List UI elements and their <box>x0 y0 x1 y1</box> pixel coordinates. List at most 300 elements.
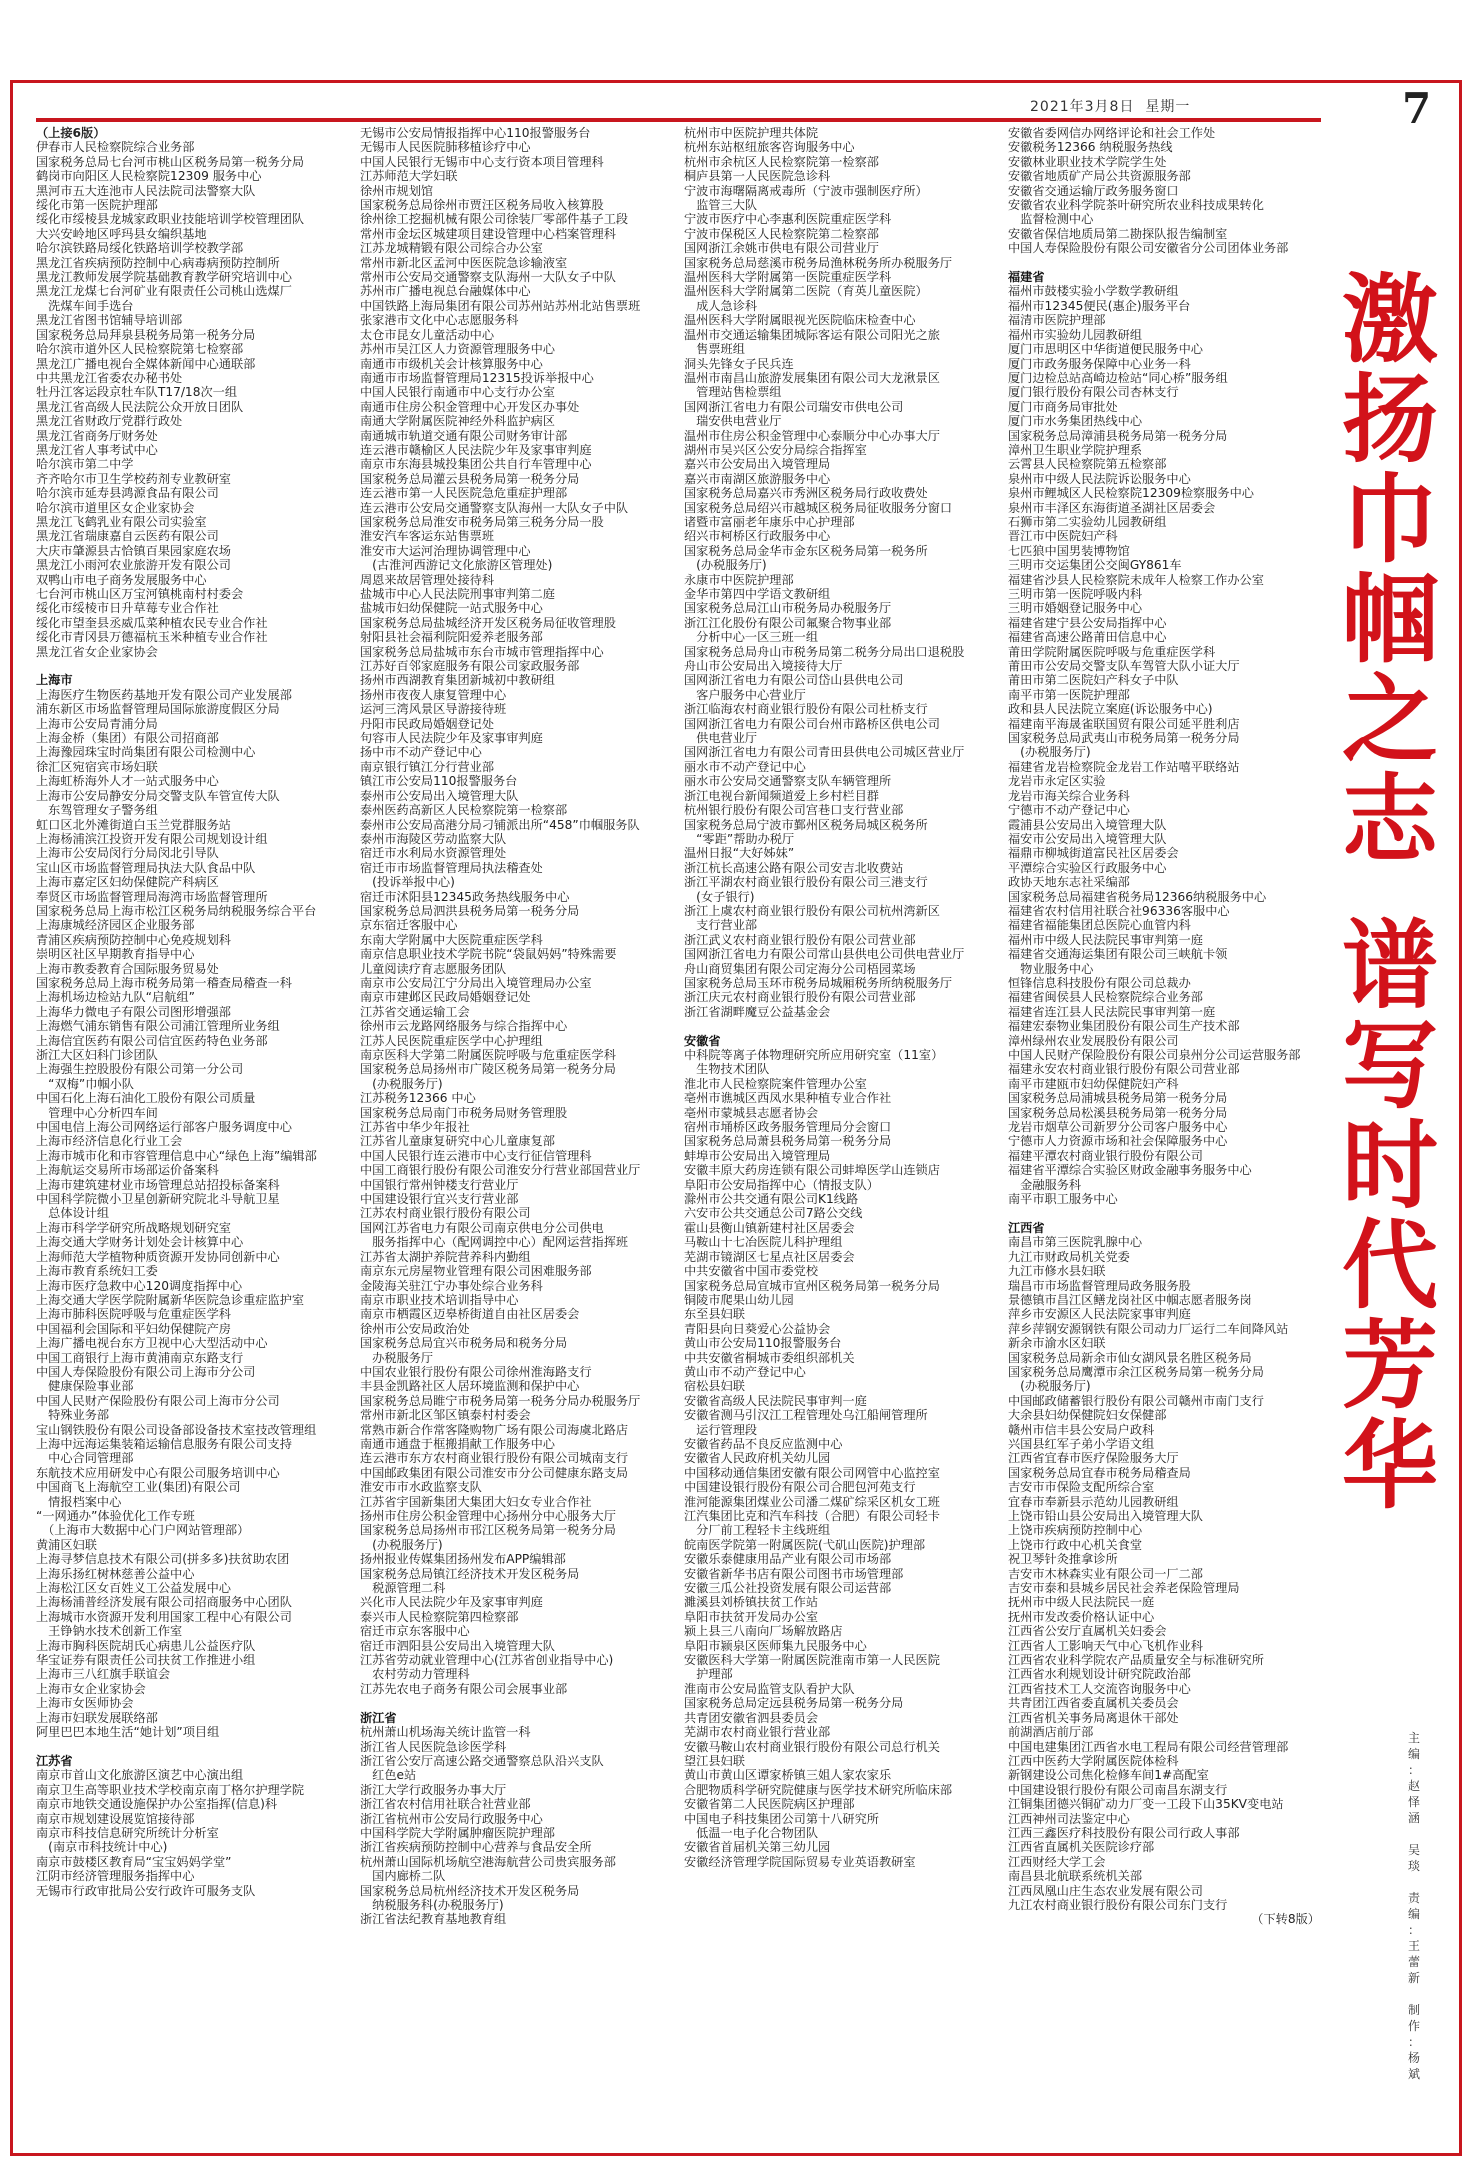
list-item: 共青团安徽省泗县委员会 <box>684 1710 819 1725</box>
headline-char: 志 <box>1342 763 1438 876</box>
list-item: 国家税务总局扬州市广陵区税务局第一税务分局 <box>360 1062 616 1077</box>
list-item: 中共安徽省桐城市委组织部机关 <box>684 1350 855 1365</box>
list-item: 阿里巴巴本地生活“她计划”项目组 <box>36 1725 220 1740</box>
list-item: 南通大学附属医院神经外科监护病区 <box>360 414 555 429</box>
list-item: 滁州市公共交通有限公司K1线路 <box>684 1192 859 1207</box>
list-item: 江西省水利规划设计研究院政治部 <box>1008 1667 1191 1682</box>
list-item: 淮安汽车客运东站售票班 <box>360 529 495 544</box>
list-item: 伊春市人民检察院综合业务部 <box>36 140 195 155</box>
list-item: 南通城市轨道交通有限公司财务审计部 <box>360 428 568 443</box>
list-item: 皖南医学院第一附属医院(弋矶山医院)护理部 <box>684 1537 926 1552</box>
list-item: 宁德市不动产登记中心 <box>1008 803 1130 818</box>
list-item: 京东宿迁客服中心 <box>360 918 458 933</box>
list-item: 国家税务总局萧县税务局第一税务分局 <box>684 1134 892 1149</box>
list-item: 句容市人民法院少年及家事审判庭 <box>360 731 543 746</box>
list-item: 上饶市铅山县公安局出入境管理大队 <box>1008 1509 1203 1523</box>
list-item: 农村劳动力管理科 <box>360 1667 470 1682</box>
list-item: 中国商飞上海航空工业(集团)有限公司 <box>36 1480 241 1495</box>
list-item: 上海市女医师协会 <box>36 1696 134 1711</box>
list-item: 江西三鑫医疗科技股份有限公司行政人事部 <box>1008 1825 1240 1840</box>
list-item: 南通市住房公积金管理中心开发区办事处 <box>360 399 580 414</box>
list-item: 连云港市第一人民医院急危重症护理部 <box>360 486 568 501</box>
credit-char: 王 <box>1407 1939 1420 1953</box>
list-item: 厦门银行股份有限公司杏林支行 <box>1008 385 1179 400</box>
list-item: 上海杨浦滨江投资开发有限公司规划设计组 <box>36 831 268 846</box>
list-item: 中国人民银行连云港市中心支行征信管理科 <box>360 1148 592 1163</box>
list-item: 江阴市经济管理服务指挥中心 <box>36 1869 195 1884</box>
list-item: 浙江省法纪教育基地教育组 <box>360 1912 507 1927</box>
list-item: （上海市大数据中心门户网站管理部） <box>36 1523 250 1538</box>
list-item: 上海市教育系统妇工委 <box>36 1264 158 1279</box>
list-item: 江苏省太湖护养院营养科内勤组 <box>360 1249 531 1264</box>
list-item: 安徽医科大学第一附属医院淮南市第一人民医院 <box>684 1653 940 1668</box>
credit-char: 编 <box>1407 1747 1420 1761</box>
list-item: 莆田市第二医院妇产科女子中队 <box>1008 673 1179 688</box>
list-item: 徐州徐工挖掘机械有限公司徐装厂零部件基子工段 <box>360 212 629 227</box>
list-item: 福鼎市柳城街道富民社区居委会 <box>1008 846 1179 861</box>
credit-char <box>1390 1826 1438 1842</box>
list-item: 宁波市海曙隔离戒毒所（宁波市强制医疗所） <box>684 183 928 198</box>
list-item: 宝山区市场监督管理局执法大队食品中队 <box>36 860 256 875</box>
list-item: 镇江市公安局110报警服务台 <box>360 774 518 789</box>
list-item: 九江农村商业银行股份有限公司东门支行 <box>1008 1897 1228 1912</box>
list-item: 国网浙江省电力有限公司岱山县供电公司 <box>684 673 904 688</box>
page-number: 7 <box>1402 84 1432 133</box>
list-item: 南通市市场监督管理局12315投诉举报中心 <box>360 370 594 385</box>
list-item: 连云港市公安局交通警察支队海州一大队女子中队 <box>360 500 629 515</box>
list-item: 温州市南昌山旅游发展集团有限公司大龙湫景区 <box>684 370 940 385</box>
credit-char <box>1390 1874 1438 1890</box>
list-item: 宿迁市市场监督管理局执法稽查处 <box>360 860 543 875</box>
continued-from-note: （上接6版） <box>36 126 106 140</box>
list-item: 上海医疗生物医药基地开发有限公司产业发展部 <box>36 687 292 702</box>
list-item: 南京市首山文化旅游区演艺中心演出组 <box>36 1768 244 1783</box>
list-item: 上海师范大学植物种质资源开发协同创新中心 <box>36 1249 280 1264</box>
list-item: 福州市鼓楼实验小学数学教研组 <box>1008 284 1179 299</box>
list-item: 浙江省农村信用社联合社营业部 <box>360 1797 531 1812</box>
list-item: 南京市职业技术培训指导中心 <box>360 1292 519 1307</box>
list-item: 安徽三瓜公社投资发展有限公司运营部 <box>684 1581 892 1596</box>
list-item: 国家税务总局上海市税务局第一稽查局稽查一科 <box>36 975 292 990</box>
list-item: 合肥物质科学研究院健康与医学技术研究所临床部 <box>684 1782 953 1797</box>
list-item: 中国人民银行南通市中心支行办公室 <box>360 385 555 400</box>
list-item: 徐汇区宛宿宾市场妇联 <box>36 759 158 774</box>
list-item: 运行管理段 <box>684 1422 758 1437</box>
list-item: (女子银行) <box>684 889 755 904</box>
list-item: 阜阳市扶贫开发局办公室 <box>684 1609 819 1624</box>
credit-char: 蕾 <box>1407 1955 1420 1969</box>
list-item: 哈尔滨铁路局绥化铁路培训学校教学部 <box>36 241 244 256</box>
list-item: 国家税务总局武夷山市税务局第一税务分局 <box>1008 731 1240 746</box>
list-item: (办税服务厅) <box>1008 745 1091 760</box>
list-item: 护理部 <box>684 1667 733 1682</box>
list-item: 哈尔滨市第二中学 <box>36 457 134 472</box>
headline-char: 帼 <box>1342 563 1438 676</box>
list-item: 徐州市规划馆 <box>360 183 434 198</box>
list-item: 共青团江西省委直属机关委员会 <box>1008 1696 1179 1711</box>
header-rule <box>36 118 1321 122</box>
list-item: 石狮市第二实验幼儿园教研组 <box>1008 514 1167 529</box>
headline-char: 巾 <box>1342 463 1438 576</box>
list-item: 平潭综合实验区行政服务中心 <box>1008 860 1167 875</box>
list-item: 国家税务总局盐城经济开发区税务局征收管理股 <box>360 615 616 630</box>
list-item: “一网通办”体验优化工作专班 <box>36 1509 195 1523</box>
credit-char: 吴 <box>1407 1843 1420 1857</box>
list-item: 南平市建瓯市妇幼保健院妇产科 <box>1008 1076 1179 1091</box>
list-item: 南平市职工服务中心 <box>1008 1192 1118 1207</box>
list-item: 上海市公安局青浦分局 <box>36 716 158 731</box>
headline-char: 写 <box>1342 1009 1438 1122</box>
list-item: 淮安市市水政监察支队 <box>360 1480 482 1495</box>
list-item: 中国福利会国际和平妇幼保健院产房 <box>36 1321 231 1336</box>
list-item: 国网浙江余姚市供电有限公司营业厅 <box>684 241 879 256</box>
list-item: 国家税务总局徐州市贾汪区税务局收入核算股 <box>360 198 604 213</box>
list-item: 南京东元房屋物业管理有限公司困难服务部 <box>360 1264 592 1279</box>
list-item: 国网浙江省电力有限公司常山县供电公司供电营业厅 <box>684 947 965 962</box>
province-heading: 江西省 <box>1008 1220 1045 1235</box>
list-item: 福建省闽侯县人民检察院综合业务部 <box>1008 990 1203 1005</box>
list-item: “双梅”巾帼小队 <box>36 1076 134 1091</box>
list-item: 金华市第四中学语文教研组 <box>684 587 831 601</box>
list-item: 绥化市青冈县万德福杭玉米种植专业合作社 <box>36 630 268 645</box>
list-item: 江西省直属机关医院诊疗部 <box>1008 1840 1155 1855</box>
list-item: 牡丹江客运段京牡车队T17/18次一组 <box>36 385 238 400</box>
list-item: 售票班组 <box>684 342 745 357</box>
list-item: 虹口区北外滩街道白玉兰党群服务站 <box>36 817 231 832</box>
list-item: (南京市科技统计中心) <box>36 1840 168 1855</box>
list-item: 泰州医药高新区人民检察院第一检察部 <box>360 803 568 818</box>
list-item: 杭州东站枢纽旅客咨询服务中心 <box>684 140 855 155</box>
list-item: 黄浦区妇联 <box>36 1537 97 1552</box>
list-item: 永康市中医院护理部 <box>684 572 794 587</box>
list-item: 双鸭山市电子商务发展服务中心 <box>36 572 207 587</box>
list-item: 浙江大区妇科门诊团队 <box>36 1048 158 1062</box>
list-item: 绥化市望奎县丞威瓜菜种植农民专业合作社 <box>36 615 268 630</box>
list-item: 扬州报业传媒集团扬州发布APP编辑部 <box>360 1552 566 1567</box>
honor-list <box>36 126 1326 2136</box>
credit-char: 责 <box>1407 1891 1420 1905</box>
list-item: 中国移动通信集团安徽有限公司网管中心监控室 <box>684 1465 940 1480</box>
list-item: 大庆市肇源县古恰镇百果园家庭农场 <box>36 543 231 558</box>
list-item: 国家税务总局淮安市税务局第三税务分局一股 <box>360 514 604 529</box>
list-item: 黄山市黄山区谭家桥镇三姐人家农家乐 <box>684 1768 892 1783</box>
list-item: 东驾管理女子警务组 <box>36 803 158 818</box>
list-item: 东至县妇联 <box>684 1307 745 1322</box>
list-item: 丹阳市民政局婚姻登记处 <box>360 716 495 731</box>
list-item: 九江市修水县妇联 <box>1008 1264 1106 1279</box>
list-item: 萍乡萍钢安源钢铁有限公司动力厂运行二车间降风站 <box>1008 1321 1289 1336</box>
list-item: 霞浦县公安局出入境管理大队 <box>1008 817 1167 832</box>
list-item: 福建省连江县人民法院民事审判第一庭 <box>1008 1004 1216 1019</box>
vertical-headline <box>1330 263 1450 1522</box>
list-item: 国家税务总局扬州市邗江区税务局第一税务分局 <box>360 1523 616 1538</box>
list-item: 吉安市泰和县城乡居民社会养老保险管理局 <box>1008 1581 1240 1596</box>
credit-char: ： <box>1407 2035 1420 2049</box>
list-item: 哈尔滨市道外区人民检察院第七检察部 <box>36 342 244 357</box>
list-item: 濉溪县刘桥镇扶贫工作站 <box>684 1595 819 1610</box>
list-item: 江苏人民医院重症医学中心护理组 <box>360 1033 543 1048</box>
credit-char: 赵 <box>1407 1779 1420 1793</box>
list-item: 安徽省保信地质局第二勘探队报告编制室 <box>1008 226 1228 241</box>
list-item: 南京市东海县城投集团公共自行车管理中心 <box>360 457 592 472</box>
list-item: 客户服务中心营业厅 <box>684 687 806 702</box>
credit-char: ： <box>1407 1763 1420 1777</box>
credit-char: 杨 <box>1407 2051 1420 2065</box>
list-item: 中国人民财产保险股份有限公司泉州分公司运营服务部 <box>1008 1048 1301 1062</box>
list-item: 浙江省杭州市公安局行政服务中心 <box>360 1811 543 1826</box>
list-item: 南平市第一医院护理部 <box>1008 687 1130 702</box>
list-item: 芜湖市镜湖区七星点社区居委会 <box>684 1249 855 1264</box>
list-item: 铜陵市爬果山幼儿园 <box>684 1292 794 1307</box>
list-item: 泰兴市人民检察院第四检察部 <box>360 1609 519 1624</box>
list-item: 上海市女企业家协会 <box>36 1681 146 1696</box>
list-item: 浙江杭长高速公路有限公司安吉北收费站 <box>684 860 904 875</box>
province-heading: 福建省 <box>1008 270 1045 285</box>
list-item: 前湖酒店前厅部 <box>1008 1725 1094 1740</box>
list-item: 分厂前工程轻卡主线班组 <box>684 1523 831 1538</box>
list-item: 龙岩市永定区实验 <box>1008 774 1106 789</box>
list-item: 常州市金坛区城建项目建设管理中心档案管理科 <box>360 226 616 241</box>
list-item: 江苏省宇国新集团大集团大妇女专业合作社 <box>360 1494 592 1509</box>
list-item: 淮北市人民检察院案件管理办公室 <box>684 1076 867 1091</box>
dateline <box>1030 96 1190 116</box>
list-item: (办税服务厅) <box>360 1537 443 1552</box>
list-item: 国网江苏省电力有限公司南京供电分公司供电 <box>360 1220 604 1235</box>
list-item: 温州日报“大好姊妹” <box>684 846 795 861</box>
list-item: 黑龙江省疾病预防控制中心病毒病预防控制所 <box>36 255 280 270</box>
list-item: 中国电子科技集团公司第十八研究所 <box>684 1811 879 1826</box>
list-item: 霍山县衡山镇新建村社区居委会 <box>684 1220 855 1235</box>
list-item: 大余县妇幼保健院妇女保健部 <box>1008 1408 1167 1423</box>
list-item: 恒锋信息科技股份有限公司总裁办 <box>1008 975 1191 990</box>
list-item: 福清市医院护理部 <box>1008 313 1106 328</box>
list-item: 支行营业部 <box>684 918 758 933</box>
list-item: 亳州市谯城区西凤水果种植专业合作社 <box>684 1091 892 1106</box>
list-item: 东南大学附属中大医院重症医学科 <box>360 932 543 947</box>
list-item: 南通市市级机关会计核算服务中心 <box>360 356 543 371</box>
list-item: 芜湖市农村商业银行营业部 <box>684 1725 831 1740</box>
list-item: 国家税务总局七台河市桃山区税务局第一税务分局 <box>36 154 305 169</box>
list-item: 江苏省劳动就业管理中心(江苏省创业指导中心) <box>360 1653 614 1668</box>
list-item: 齐齐哈尔市卫生学校药剂专业教研室 <box>36 471 231 486</box>
list-item: 管理站售检票组 <box>684 385 782 400</box>
list-item: 中科院等离子体物理研究所应用研究室（11室） <box>684 1048 944 1062</box>
list-item: 上海市公安局闵行分局闵北引导队 <box>36 846 219 861</box>
list-item: 南京信息职业技术学院书院“袋鼠妈妈”特殊需要 <box>360 947 617 962</box>
list-item: 宿松县妇联 <box>684 1379 745 1394</box>
list-item: 兴化市人民法院少年及家事审判庭 <box>360 1595 543 1610</box>
list-item: 浦东新区市场监督管理局国际旅游度假区分局 <box>36 702 280 717</box>
list-item: 红色e站 <box>360 1768 417 1783</box>
list-item: 江铜集团德兴铜矿动力厂变一工段下山35KV变电站 <box>1008 1797 1284 1812</box>
province-heading: 上海市 <box>36 673 73 688</box>
credit-char: 涵 <box>1407 1811 1420 1825</box>
list-item: 国家税务总局宜兴市税务局和税务分局 <box>360 1336 568 1351</box>
list-item: 福建省龙岩检察院金龙岩工作站嘻平联络站 <box>1008 759 1240 774</box>
list-item: 厦门边检总站高崎边检站“同心桥”服务组 <box>1008 370 1228 385</box>
list-item: (办税服务厅) <box>360 1076 443 1091</box>
list-item: 泉州市中级人民法院诉讼服务中心 <box>1008 471 1191 486</box>
list-item: 中国电建集团江西省水电工程局有限公司经营管理部 <box>1008 1739 1289 1754</box>
list-item: 上海市科学学研究所战略规划研究室 <box>36 1220 231 1235</box>
list-item: 哈尔滨市道里区女企业家协会 <box>36 500 195 515</box>
list-item: 服务指挥中心（配网调控中心）配网运营指挥班 <box>360 1235 629 1250</box>
list-item: 江西省宜春市医疗保险服务大厅 <box>1008 1451 1179 1466</box>
list-column-4 <box>1008 126 1330 1927</box>
province-heading: 安徽省 <box>684 1033 721 1048</box>
list-item: 莆田学院附属医院呼吸与危重症医学科 <box>1008 644 1216 659</box>
list-item: 办税服务厅 <box>360 1350 434 1365</box>
list-item: 供电营业厅 <box>684 731 758 746</box>
list-item: 温州市交通运输集团城际客运有限公司阳光之旅 <box>684 327 940 342</box>
list-item: 浙江江化股份有限公司氟聚合物事业部 <box>684 615 892 630</box>
list-item: 上海市胸科医院胡氏心病患儿公益医疗队 <box>36 1638 256 1653</box>
list-item: 崇明区社区早期教育指导中心 <box>36 947 195 962</box>
list-item: 三明市第一医院呼吸内科 <box>1008 587 1143 601</box>
list-item: 洞头先锋女子民兵连 <box>684 356 794 371</box>
list-item: 青阳县向日葵爱心公益协会 <box>684 1321 831 1336</box>
list-item: 国家税务总局江山市税务局办税服务厅 <box>684 601 892 616</box>
list-item: 上海市肺科医院呼吸与危重症医学科 <box>36 1307 231 1322</box>
list-item: 淮南市公安局监管支队看护大队 <box>684 1681 855 1696</box>
list-item: 上海市公安局静安分局交警支队车管宣传大队 <box>36 788 280 803</box>
list-item: 特殊业务部 <box>36 1408 110 1423</box>
list-item: 南通市通盘于框搬捐献工作服务中心 <box>360 1436 555 1451</box>
list-item: 杭州市余杭区人民检察院第一检察部 <box>684 154 879 169</box>
list-item: 杭州银行股份有限公司宫巷口支行营业部 <box>684 803 904 818</box>
list-item: 上海市城市化和市容管理信息中心“绿色上海”编辑部 <box>36 1148 317 1163</box>
list-item: 浙江平湖农村商业银行股份有限公司三港支行 <box>684 875 928 890</box>
list-item: 王铮钠水技术创新工作室 <box>36 1624 183 1639</box>
list-item: 国家税务总局松溪县税务局第一税务分局 <box>1008 1105 1228 1120</box>
list-item: 宁波市保税区人民检察院第二检察部 <box>684 226 879 241</box>
list-item: 江苏先农电子商务有限公司会展事业部 <box>360 1681 568 1696</box>
list-item: 泰州市公安局出入境管理大队 <box>360 788 519 803</box>
list-item: 政协天地东志社采编部 <box>1008 875 1130 890</box>
list-item: 龙岩市烟草公司新罗分公司客户服务中心 <box>1008 1120 1228 1135</box>
credit-char <box>1390 1986 1438 2002</box>
list-item: 国网浙江省电力有限公司台州市路桥区供电公司 <box>684 716 940 731</box>
list-spacer <box>1008 256 1330 270</box>
list-item: 湖州市吴兴区公安分局综合指挥室 <box>684 442 867 457</box>
list-item: 国内廊桥二队 <box>360 1869 446 1884</box>
list-item: 江西神州司法鉴定中心 <box>1008 1811 1130 1826</box>
list-item: 宁波市医疗中心李惠利医院重症医学科 <box>684 212 892 227</box>
list-item: 国家税务总局睢宁市税务局第一税务分局办税服务厅 <box>360 1393 641 1408</box>
list-item: 黑龙江教师发展学院基础教育教学研究培训中心 <box>36 270 292 285</box>
list-item: (办税服务厅) <box>684 558 767 573</box>
list-item: 云霄县人民检察院第五检察部 <box>1008 457 1167 472</box>
date-text: 2021年3月8日 <box>1030 99 1135 115</box>
list-item: 上海信宜医药有限公司信宜医药特色业务部 <box>36 1033 268 1048</box>
list-item: 宜春市奉新县示范幼儿园教研组 <box>1008 1494 1179 1509</box>
list-item: 嘉兴市南湖区旅游服务中心 <box>684 471 831 486</box>
list-item: (办税服务厅) <box>1008 1379 1091 1394</box>
list-spacer <box>684 1019 1006 1033</box>
list-item: 舟山商贸集团有限公司定海分公司梧园菜场 <box>684 961 916 976</box>
list-item: 上海市嘉定区妇幼保健院产科病区 <box>36 875 219 890</box>
list-item: 上海松江区女百姓义工公益发展中心 <box>36 1581 231 1596</box>
list-item: 江汽集团比克和汽车科技（合肥）有限公司轻卡 <box>684 1509 940 1523</box>
list-item: 南京市科技信息研究所统计分析室 <box>36 1825 219 1840</box>
list-item: 中国建设银行股份有限公司合肥包河苑支行 <box>684 1480 916 1495</box>
list-item: 绍兴市柯桥区行政服务中心 <box>684 529 831 544</box>
list-item: 上海寻梦信息技术有限公司(拼多多)扶贫助农团 <box>36 1552 290 1567</box>
list-item: 马鞍山十七冶医院儿科护理组 <box>684 1235 843 1250</box>
list-item: 浙江大学行政服务办事大厅 <box>360 1782 507 1797</box>
list-item: 青浦区疾病预防控制中心免疫规划科 <box>36 932 231 947</box>
list-item: 黑龙江省商务厅财务处 <box>36 428 158 443</box>
list-item: 祝卫琴针灸推拿诊所 <box>1008 1552 1118 1567</box>
list-item: 国家税务总局慈溪市税务局渔林税务所办税服务厅 <box>684 255 953 270</box>
list-item: 常熟市新合作常客隆购物广场有限公司海虞北路店 <box>360 1422 629 1437</box>
list-item: 国家税务总局盐城市东台市城市管理指挥中心 <box>360 644 604 659</box>
list-item: 徐州市云龙路网络服务与综合指挥中心 <box>360 1019 568 1034</box>
list-item: 厦门市水务集团热线中心 <box>1008 414 1143 429</box>
list-item: 绥化市绥棱县龙城家政职业技能培训学校管理团队 <box>36 212 305 227</box>
credit-char: ： <box>1407 1923 1420 1937</box>
list-item: 中国邮政集团有限公司淮安市分公司健康东路支局 <box>360 1465 629 1480</box>
list-item: 国家税务总局宁波市鄞州区税务局城区税务所 <box>684 817 928 832</box>
list-item: 安徽经济管理学院国际贸易专业英语教研室 <box>684 1854 916 1869</box>
list-column-1 <box>36 126 358 1898</box>
list-item: 国家税务总局南门市税务局财务管理股 <box>360 1105 568 1120</box>
list-item: 温州医科大学附属眼视光医院临床检查中心 <box>684 313 916 328</box>
list-item: 上海城市水资源开发利用国家工程中心有限公司 <box>36 1609 292 1624</box>
list-item: 安徽省测马引汉江工程管理处乌江船闸管理所 <box>684 1408 928 1423</box>
list-item: 无锡市行政审批局公安行政许可服务支队 <box>36 1883 256 1898</box>
list-item: 分析中心一区三班一组 <box>684 630 819 645</box>
list-item: 绥化市绥棱市日升草莓专业合作社 <box>36 601 219 616</box>
list-item: 国网浙江省电力有限公司瑞安市供电公司 <box>684 399 904 414</box>
credit-char: 琰 <box>1407 1859 1420 1873</box>
list-item: 浙江省人民医院急诊医学科 <box>360 1739 507 1754</box>
list-item: 浙江上虞农村商业银行股份有限公司杭州湾新区 <box>684 903 940 918</box>
list-item: 国家税务总局宣城市宣州区税务局第一税务分局 <box>684 1278 940 1293</box>
list-item: 国家税务总局鹰潭市余江区税务局第一税务分局 <box>1008 1364 1264 1379</box>
list-item: 中国电信上海公司网络运行部客户服务调度中心 <box>36 1120 292 1135</box>
list-item: 江西中医药大学附属医院体检科 <box>1008 1753 1179 1768</box>
list-item: 物业服务中心 <box>1008 961 1094 976</box>
headline-char: 代 <box>1342 1209 1438 1322</box>
credit-char: 主 <box>1407 1731 1420 1745</box>
list-item: 江西省农业科学院农产品质量安全与标准研究所 <box>1008 1653 1264 1668</box>
list-spacer <box>1008 1206 1330 1220</box>
credit-char: 新 <box>1407 1971 1420 1985</box>
list-item: 中国人寿保险股份有限公司上海市分公司 <box>36 1364 256 1379</box>
list-item: 宿州市埇桥区政务服务管理局分会窗口 <box>684 1120 892 1135</box>
list-item: 成人急诊科 <box>684 298 758 313</box>
weekday-text: 星期一 <box>1145 99 1191 115</box>
list-item: 吉安市市保险支配所综合室 <box>1008 1480 1155 1495</box>
list-item: 国家税务总局杭州经济技术开发区税务局 <box>360 1883 580 1898</box>
list-item: 泰州市海陵区劳动监察大队 <box>360 831 507 846</box>
headline-char: 激 <box>1342 263 1438 376</box>
list-item: 温州医科大学附属第二医院（育英儿童医院） <box>684 284 928 299</box>
list-item: 上海虹桥海外人才一站式服务中心 <box>36 774 219 789</box>
list-item: 中国科学院大学附属肿瘤医院护理部 <box>360 1825 555 1840</box>
list-item: 中国工商银行上海市黄浦南京东路支行 <box>36 1350 244 1365</box>
list-item: 上海华力微电子有限公司图形增强部 <box>36 1004 231 1019</box>
list-item: 安徽省交通运输厅政务服务窗口 <box>1008 183 1179 198</box>
list-item: 国家税务总局金华市金东区税务局第一税务所 <box>684 543 928 558</box>
list-item: 上海航运交易所市场部运价备案科 <box>36 1163 219 1178</box>
list-item: 上海市建筑建材业市场管理总站招投标备案科 <box>36 1177 280 1192</box>
list-item: 泰州市公安局高港分局刁铺派出所“458”巾帼服务队 <box>360 817 640 832</box>
province-heading: 浙江省 <box>360 1710 397 1725</box>
list-item: (古淮河西游记文化旅游区管理处) <box>360 558 553 573</box>
list-item: 南昌县北航联系统机关部 <box>1008 1869 1143 1884</box>
